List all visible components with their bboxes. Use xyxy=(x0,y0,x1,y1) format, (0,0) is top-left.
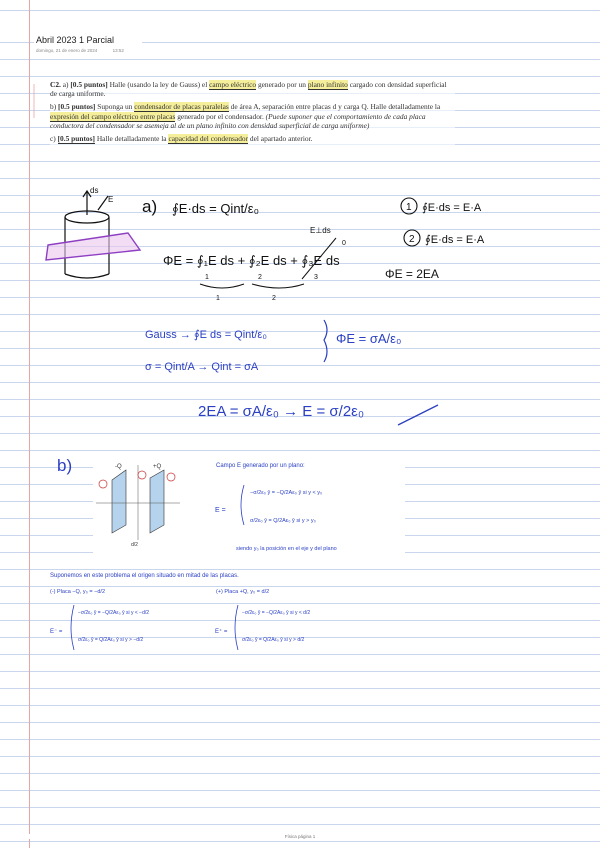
flux-sum-eq: ΦE = ∮₁E ds + ∮₂E ds + ∮₃E ds xyxy=(163,253,340,268)
conclusion-slash xyxy=(398,405,438,425)
part-c-prefix: c) xyxy=(50,134,58,144)
page-title: Abril 2023 1 Parcial xyxy=(36,35,115,45)
plate-minus-label: -Q xyxy=(115,464,122,470)
part-a-prefix: a) xyxy=(62,80,71,89)
curly-brace xyxy=(324,320,327,362)
plate-plus-heading: (+) Placa +Q, y₀ = d/2 xyxy=(216,589,270,595)
part-a-text: cargado con densidad superficial de carga uniforme. xyxy=(50,80,447,99)
gauss-law-eq: ∮E·ds = Qint/ε₀ xyxy=(172,201,259,216)
index-2: 2 xyxy=(258,274,262,281)
plus-case-2: σ/2ε₀ ŷ = Q/2Aε₀ ŷ si y > d/2 xyxy=(242,637,305,643)
field-note: siendo y₀ la posición en el eje y del plano xyxy=(236,546,337,552)
eq-surface-1: ∮E·ds = E·A xyxy=(422,202,482,214)
final-field-eq: 2EA = σA/ε₀ → E = σ/2ε₀ xyxy=(198,403,365,420)
highlight-capacidad: capacidad del condensador xyxy=(168,134,249,144)
field-heading: Campo E generado por un plano: xyxy=(216,463,305,469)
part-b-text: de área A, separación entre placas d y carga Q. Halle detalladamente la xyxy=(228,102,441,112)
e-plus-label: E⁺ = xyxy=(215,629,228,635)
ds-label: ds xyxy=(90,186,99,195)
e-minus-label: E⁻ = xyxy=(50,629,63,635)
plus-case-1: −σ/2ε₀ ŷ = −Q/2Aε₀ ŷ si y < d/2 xyxy=(242,610,311,616)
field-case-2: σ/2ε₀ ŷ = Q/2Aε₀ ŷ si y > y₀ xyxy=(250,518,316,524)
sigma-definition: σ = Qint/A → Qint = σA xyxy=(145,361,259,373)
question-number: C2. xyxy=(50,80,61,89)
part-a-points: [0.5 puntos] xyxy=(70,80,108,89)
part-b-points: [0.5 puntos] xyxy=(58,102,96,112)
gauss-eq-2: Gauss → ∮E ds = Qint/ε₀ xyxy=(145,329,267,341)
e-vector-label: E = xyxy=(215,507,226,514)
part-b-text: Suponga un xyxy=(95,102,135,112)
page-time: 13:52 xyxy=(112,48,124,53)
part-c-text: del apartado anterior. xyxy=(248,134,313,144)
origin-note: Suponemos en este problema el origen situado en mitad de las placas. xyxy=(50,573,239,579)
minus-case-2: σ/2ε₀ ŷ = Q/2Aε₀ ŷ si y > −d/2 xyxy=(78,637,144,643)
part-b-prefix: b) xyxy=(50,102,59,112)
part-b-text: generado por el condensador. xyxy=(175,111,266,121)
brace-label-1: 1 xyxy=(216,295,220,302)
field-case-1: −σ/2ε₀ ŷ = −Q/2Aε₀ ŷ si y < y₀ xyxy=(250,490,323,496)
underbraces xyxy=(200,284,304,288)
brace-label-2: 2 xyxy=(272,295,276,302)
part-a-text: generado por un xyxy=(256,80,308,89)
circled-2-num: 2 xyxy=(409,234,415,245)
highlight-expresion-campo: expresión del campo eléctrico entre placas xyxy=(50,111,176,121)
part-c-points: [0.5 puntos] xyxy=(57,134,95,144)
flux-result: ΦE = 2EA xyxy=(385,267,439,281)
page-footer: Física página 1 xyxy=(0,834,600,839)
separation-label: d/2 xyxy=(131,542,138,548)
case-brace xyxy=(241,485,244,525)
page-date: domingo, 21 de enero de 2024 xyxy=(36,48,98,53)
plate-minus-heading: (-) Placa −Q, y₀ = −d/2 xyxy=(50,589,106,595)
part-c-text: Halle detalladamente la xyxy=(94,134,169,144)
charged-plane-sketch xyxy=(46,233,140,260)
gauss-cylinder-sketch xyxy=(65,191,109,278)
eq-surface-2: ∮E·ds = E·A xyxy=(425,234,485,246)
circled-1-num: 1 xyxy=(406,202,412,213)
index-1: 1 xyxy=(205,274,209,281)
case-brace-minus xyxy=(71,605,74,650)
capacitor-sketch xyxy=(96,465,180,540)
highlight-condensador: condensador de placas paralelas xyxy=(134,102,229,112)
label-part-b: b) xyxy=(57,456,73,475)
index-3: 3 xyxy=(314,274,318,281)
plate-plus-label: +Q xyxy=(153,464,162,470)
zero-label: 0 xyxy=(342,240,346,247)
label-part-a: a) xyxy=(142,197,158,216)
highlight-plano-infinito: plano infinito xyxy=(307,80,348,89)
highlight-campo-electrico: campo eléctrico xyxy=(209,80,257,89)
minus-case-1: −σ/2ε₀ ŷ = −Q/2Aε₀ ŷ si y < −d/2 xyxy=(78,610,150,616)
case-brace-plus xyxy=(235,605,238,650)
e-label: E xyxy=(108,195,114,204)
perp-label: E⊥ds xyxy=(310,226,331,235)
part-a-text: Halle (usando la ley de Gauss) el xyxy=(107,80,210,89)
phi-sigma-eq: ΦE = σA/ε₀ xyxy=(336,331,402,346)
part-b-note: (Puede suponer que el comportamiento de cada placa conductora del condensador se asemeja al de un plano infinito con densidad superficial de carga uniforme) xyxy=(50,111,426,130)
